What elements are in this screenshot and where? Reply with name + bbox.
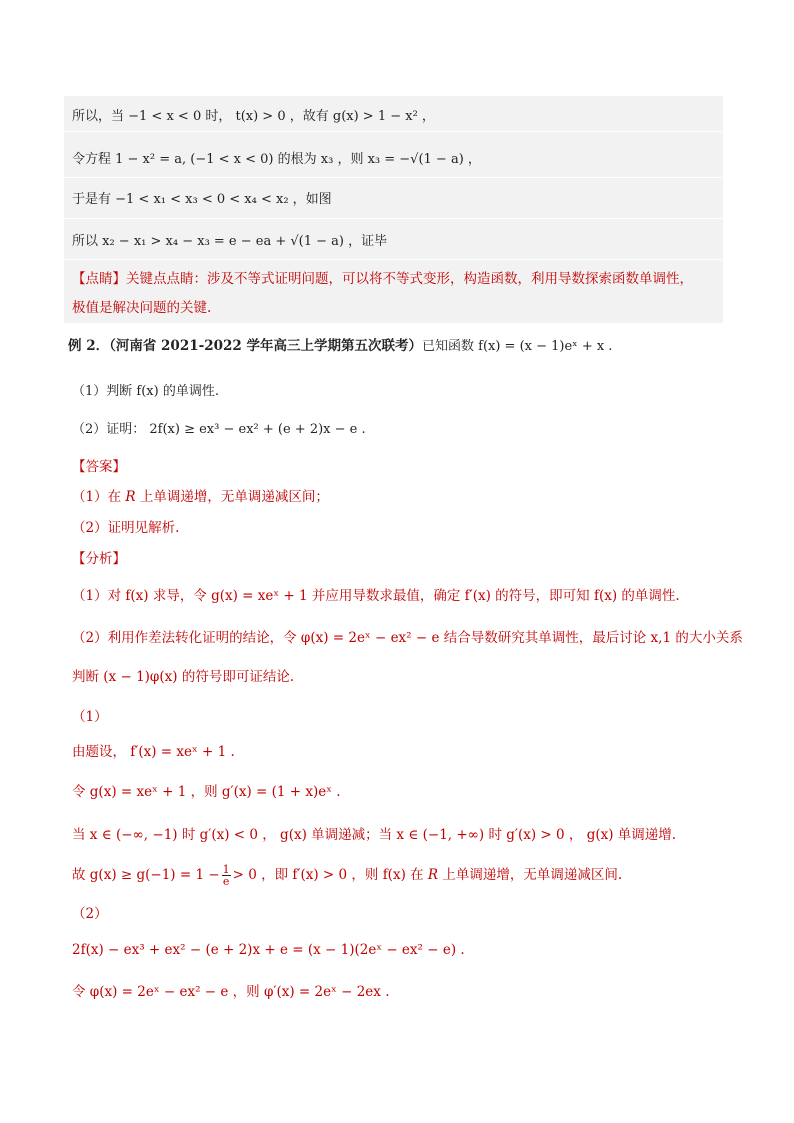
solution-symbol: R <box>427 867 439 883</box>
key-point-text: 关键点点睛：涉及不等式证明问题，可以将不等式变形，构造函数，利用导数探索函数单调性， <box>126 271 693 287</box>
example-source: 例 2．（河南省 2021-2022 学年高三上学期第五次联考） <box>68 338 422 354</box>
example-text: 已知函数 f(x) = (x − 1)eˣ + x . <box>422 339 613 354</box>
solution-part-1: （1） <box>72 709 108 725</box>
analysis-3: 判断 (x − 1)φ(x) 的符号即可证结论. <box>72 669 295 685</box>
text-line: 所以，当 −1 < x < 0 时， t(x) > 0 ，故有 g(x) > 1 − x² ， <box>72 109 435 124</box>
question-1: （1）判断 f(x) 的单调性. <box>72 384 219 399</box>
text-line: 所以 x₂ − x₁ > x₄ − x₃ = e − ea + √(1 − a) ，证毕 <box>72 234 388 249</box>
answer-1-symbol: R <box>125 489 136 505</box>
solution-line: 当 x ∈ (−∞, −1) 时 g′(x) < 0 ， g(x) 单调递减；当 x ∈ (−1, +∞) 时 g′(x) > 0 ， g(x) 单调递增. <box>72 827 677 843</box>
text-line: 于是有 −1 < x₁ < x₃ < 0 < x₄ < x₂ ，如图 <box>72 192 332 207</box>
solution-part: 上单调递增，无单调递减区间. <box>438 867 623 883</box>
analysis-1: （1）对 f(x) 求导，令 g(x) = xeˣ + 1 并应用导数求最值，确定 f′(x) 的符号，即可知 f(x) 的单调性. <box>72 588 680 604</box>
analysis-2: （2）利用作差法转化证明的结论，令 φ(x) = 2eˣ − ex² − e 结合导数研究其单调性，最后讨论 x,1 的大小关系 <box>72 630 743 646</box>
answer-2: （2）证明见解析. <box>72 520 180 536</box>
fraction-numerator: 1 <box>222 863 230 876</box>
key-point-line <box>72 269 693 289</box>
fraction-denominator: e <box>222 875 230 888</box>
solution-line: 令 g(x) = xeˣ + 1 ，则 g′(x) = (1 + x)eˣ . <box>72 784 341 800</box>
divider <box>64 131 723 132</box>
example-heading <box>68 336 612 357</box>
key-point-text-2: 极值是解决问题的关键. <box>72 300 212 316</box>
solution-part: > 0 ，即 f′(x) > 0 ，则 f(x) 在 <box>232 867 428 883</box>
divider <box>64 218 723 219</box>
solution-part-2: （2） <box>72 906 108 922</box>
divider <box>64 177 723 178</box>
text-line: 令方程 1 − x² = a, (−1 < x < 0) 的根为 x₃ ，则 x₃ = −√(1 − a) ， <box>72 152 481 167</box>
fraction <box>222 864 231 887</box>
answer-1-part: 上单调递增，无单调递减区间； <box>135 489 329 505</box>
question-2: （2）证明： 2f(x) ≥ ex³ − ex² + (e + 2)x − e . <box>72 422 366 437</box>
solution-line: 2f(x) − ex³ + ex² − (e + 2)x + e = (x − 1)(2eˣ − ex² − e) . <box>72 942 465 958</box>
solution-line: 令 φ(x) = 2eˣ − ex² − e ，则 φ′(x) = 2eˣ − 2ex . <box>72 984 390 1000</box>
answer-heading: 【答案】 <box>72 459 126 475</box>
key-point-tag: 【点睛】 <box>72 271 126 287</box>
solution-line: 由题设， f′(x) = xeˣ + 1 . <box>72 744 235 760</box>
solution-line <box>72 864 622 887</box>
divider <box>64 259 723 260</box>
answer-1 <box>72 487 329 507</box>
answer-1-part: （1）在 <box>72 489 126 505</box>
analysis-heading: 【分析】 <box>72 551 126 567</box>
solution-part: 故 g(x) ≥ g(−1) = 1 − <box>72 867 220 883</box>
